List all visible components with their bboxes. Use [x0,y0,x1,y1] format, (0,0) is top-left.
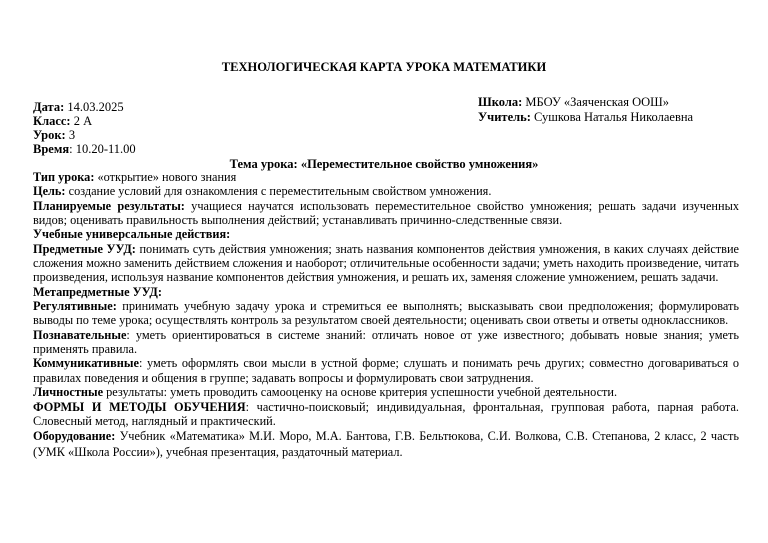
meta-lesson-label: Урок: [33,128,66,142]
equipment-label: Оборудование: [33,429,116,444]
communicative-uud-label: Коммуникативные [33,356,139,371]
document-body [33,170,739,460]
meta-date [33,100,124,114]
meta-uud-heading [33,285,739,299]
equipment [33,428,739,460]
uud-heading-text: Учебные универсальные действия: [33,227,231,242]
regulative-uud-label: Регулятивные: [33,299,117,314]
regulative-uud [33,299,739,328]
subject-uud-value: понимать суть действия умножения; знать названия компонентов действия умножения, в каких случаях действие сложения можно заменить действием сложения и наоборот; отличительные особенности задачи; уметь находить произведение, читать произведения, используя название компонентов действия умножения, и решать их, заменяя сложение умножением, решать задачи. [33,241,739,285]
meta-school [478,95,669,109]
communicative-uud-value: : уметь оформлять свои мысли в устной форме; слушать и понимать речь других; совместно договариваться о правилах поведения и общения в группе; задавать вопросы и формулировать свои затруднения. [33,356,739,385]
lesson-goal-value: создание условий для ознакомления с переместительным свойством умножения. [65,184,492,199]
lesson-goal [33,184,739,198]
meta-teacher-label: Учитель: [478,110,531,124]
personal-results [33,385,739,399]
document-title: ТЕХНОЛОГИЧЕСКАЯ КАРТА УРОКА МАТЕМАТИКИ [221,60,547,74]
meta-time-label: Время [33,142,70,156]
lesson-topic: Тема урока: «Переместительное свойство умножения» [229,157,539,171]
meta-school-label: Школа: [478,95,523,109]
meta-date-label: Дата: [33,100,65,114]
meta-teacher-value: Сушкова Наталья Николаевна [530,110,694,124]
meta-date-value: 14.03.2025 [64,100,124,114]
communicative-uud [33,356,739,385]
lesson-goal-label: Цель: [33,184,66,199]
lesson-type-value: «открытие» нового знания [94,170,237,184]
meta-teacher [478,110,693,124]
cognitive-uud [33,328,739,357]
meta-class-value: 2 А [70,114,93,128]
planned-results-label: Планируемые результаты: [33,198,185,213]
meta-time [33,142,136,156]
forms-methods [33,400,739,429]
forms-methods-value: : частично-поисковый; индивидуальная, фронтальная, групповая работа, парная работа. Словесный метод, наглядный и практический. [33,399,739,428]
planned-results-value: учащиеся научатся использовать переместительное свойство умножения; решать задачи изученных видов; оценивать правильность выполнения действий; устанавливать причинно-следственные связи. [33,198,739,228]
meta-lesson-value: 3 [65,128,76,142]
uud-heading [33,227,739,241]
subject-uud [33,242,739,285]
cognitive-uud-value: : уметь ориентироваться в системе знаний: отличать новое от уже известного; добывать новые знания; уметь применять правила. [33,327,739,357]
personal-results-label: Личностные [33,385,104,400]
regulative-uud-value: принимать учебную задачу урока и стремиться ее выполнять; высказывать свои предположения; формулировать выводы по теме урока; осуществлять контроль за результатом своей деятельности; оценивать свои ответы и ответы одноклассников. [33,299,739,328]
meta-uud-heading-text: Метапредметные УУД: [33,284,162,299]
forms-methods-label: ФОРМЫ И МЕТОДЫ ОБУЧЕНИЯ [33,399,246,414]
meta-school-value: МБОУ «Заяченская ООШ» [522,95,670,109]
planned-results [33,199,739,228]
equipment-value: Учебник «Математика» М.И. Моро, М.А. Бантова, Г.В. Бельтюкова, С.И. Волкова, С.В. Степанова, 2 класс, 2 часть (УМК «Школа России»), учебная презентация, раздаточный материал. [33,429,739,460]
cognitive-uud-label: Познавательные [33,327,127,342]
meta-class-label: Класс: [33,114,71,128]
lesson-type [33,170,739,184]
meta-time-value: : 10.20-11.00 [69,142,136,156]
personal-results-value: результаты: уметь проводить самооценку на основе критерия успешности учебной деятельности. [103,385,618,400]
meta-lesson [33,128,75,142]
lesson-type-label: Тип урока: [33,170,95,184]
meta-class [33,114,92,128]
subject-uud-label: Предметные УУД: [33,241,136,256]
